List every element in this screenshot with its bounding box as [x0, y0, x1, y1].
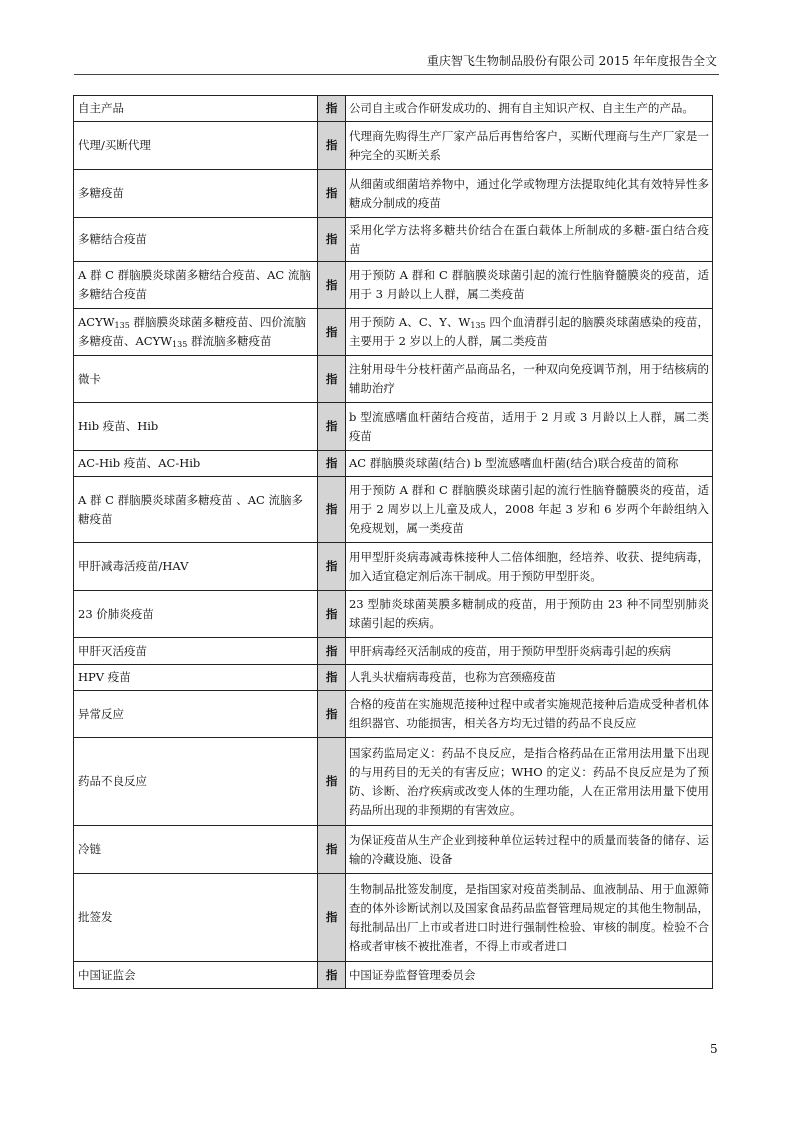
definitions-table — [73, 95, 713, 989]
table-row — [74, 591, 713, 638]
term-subscript: 135 — [172, 340, 188, 349]
table-row — [74, 874, 713, 962]
term-cell: 23 价肺炎疫苗 — [74, 591, 318, 638]
table-row — [74, 543, 713, 591]
table-row — [74, 826, 713, 874]
term-cell: AC-Hib 疫苗、AC-Hib — [74, 451, 318, 477]
zhi-cell: 指 — [318, 738, 346, 826]
table-row — [74, 665, 713, 691]
term-cell: 异常反应 — [74, 691, 318, 738]
table-row — [74, 962, 713, 989]
zhi-cell: 指 — [318, 874, 346, 962]
term-text: 群脑膜炎球菌多糖疫苗、四价流脑多糖疫苗、ACYW — [78, 315, 306, 348]
zhi-cell: 指 — [318, 962, 346, 989]
table-row — [74, 638, 713, 665]
zhi-cell: 指 — [318, 543, 346, 591]
definition-cell: 生物制品批签发制度，是指国家对疫苗类制品、血液制品、用于血源筛查的体外诊断试剂以及国家食品药品监督管理局规定的其他生物制品，每批制品出厂上市或者进口时进行强制性检验、审核的制度。检验不合格或者审核不被批准者，不得上市或者进口 — [345, 874, 712, 962]
zhi-cell: 指 — [318, 403, 346, 451]
term-cell: 甲肝减毒活疫苗/HAV — [74, 543, 318, 591]
definition-cell: 中国证券监督管理委员会 — [345, 962, 712, 989]
definition-cell: 用于预防 A 群和 C 群脑膜炎球菌引起的流行性脑脊髓膜炎的疫苗，适用于 2 周岁以上儿童及成人，2008 年起 3 岁和 6 岁两个年龄组纳入免疫规划，属一类疫苗 — [345, 477, 712, 543]
zhi-cell: 指 — [318, 122, 346, 170]
definition-subscript: 135 — [470, 321, 486, 330]
term-cell: 多糖结合疫苗 — [74, 218, 318, 262]
zhi-cell: 指 — [318, 591, 346, 638]
definition-text: 用于预防 A、C、Y、W — [348, 315, 471, 329]
definition-cell: 用甲型肝炎病毒减毒株接种人二倍体细胞，经培养、收获、提纯病毒，加入适宜稳定剂后冻干制成。用于预防甲型肝炎。 — [345, 543, 712, 591]
zhi-cell: 指 — [318, 451, 346, 477]
table-row — [74, 477, 713, 543]
definition-cell: 采用化学方法将多糖共价结合在蛋白载体上所制成的多糖-蛋白结合疫苗 — [345, 218, 712, 262]
zhi-cell: 指 — [318, 262, 346, 309]
term-cell: 药品不良反应 — [74, 738, 318, 826]
zhi-cell: 指 — [318, 218, 346, 262]
header-divider — [74, 74, 719, 75]
term-subscript: 135 — [114, 321, 130, 330]
term-cell: 微卡 — [74, 356, 318, 403]
zhi-cell: 指 — [318, 309, 346, 356]
table-row — [74, 691, 713, 738]
term-cell: 批签发 — [74, 874, 318, 962]
term-cell: 甲肝灭活疫苗 — [74, 638, 318, 665]
zhi-cell: 指 — [318, 826, 346, 874]
definition-cell: b 型流感嗜血杆菌结合疫苗，适用于 2 月或 3 月龄以上人群，属二类疫苗 — [345, 403, 712, 451]
table-row — [74, 170, 713, 218]
definition-cell: 从细菌或细菌培养物中，通过化学或物理方法提取纯化其有效特异性多糖成分制成的疫苗 — [345, 170, 712, 218]
definition-cell: 为保证疫苗从生产企业到接种单位运转过程中的质量而装备的储存、运输的冷藏设施、设备 — [345, 826, 712, 874]
table-row — [74, 451, 713, 477]
term-cell: HPV 疫苗 — [74, 665, 318, 691]
term-cell: A 群 C 群脑膜炎球菌多糖疫苗 、AC 流脑多糖疫苗 — [74, 477, 318, 543]
table-row — [74, 218, 713, 262]
table-row — [74, 96, 713, 122]
zhi-cell: 指 — [318, 638, 346, 665]
table-row — [74, 356, 713, 403]
definition-text: 四个血清群引起的脑膜炎球菌感染的疫苗，主要用于 2 岁以上的人群，属二类疫苗 — [348, 315, 709, 348]
definition-cell: 用于预防 A 群和 C 群脑膜炎球菌引起的流行性脑脊髓膜炎的疫苗，适用于 3 月龄以上人群，属二类疫苗 — [345, 262, 712, 309]
term-cell: 冷链 — [74, 826, 318, 874]
zhi-cell: 指 — [318, 356, 346, 403]
term-cell: 中国证监会 — [74, 962, 318, 989]
zhi-cell: 指 — [318, 477, 346, 543]
zhi-cell: 指 — [318, 170, 346, 218]
term-cell: 自主产品 — [74, 96, 318, 122]
definition-cell: 注射用母牛分枝杆菌产品商品名，一种双向免疫调节剂，用于结核病的辅助治疗 — [345, 356, 712, 403]
definition-cell — [345, 309, 712, 356]
page-number: 5 — [710, 1042, 718, 1056]
table-row — [74, 403, 713, 451]
definition-cell: 代理商先购得生产厂家产品后再售给客户，买断代理商与生产厂家是一种完全的买断关系 — [345, 122, 712, 170]
definition-cell: 公司自主或合作研发成功的、拥有自主知识产权、自主生产的产品。 — [345, 96, 712, 122]
definition-cell: 甲肝病毒经灭活制成的疫苗，用于预防甲型肝炎病毒引起的疾病 — [345, 638, 712, 665]
definition-cell: 国家药监局定义：药品不良反应，是指合格药品在正常用法用量下出现的与用药目的无关的有害反应；WHO 的定义：药品不良反应是为了预防、诊断、治疗疾病或改变人体的生理功能，人在正常用法用量下使用药品所出现的非预期的有害效应。 — [345, 738, 712, 826]
term-cell: A 群 C 群脑膜炎球菌多糖结合疫苗、AC 流脑多糖结合疫苗 — [74, 262, 318, 309]
term-cell: 多糖疫苗 — [74, 170, 318, 218]
zhi-cell: 指 — [318, 691, 346, 738]
term-cell: Hib 疫苗、Hib — [74, 403, 318, 451]
term-cell: 代理/买断代理 — [74, 122, 318, 170]
definition-cell: 合格的疫苗在实施规范接种过程中或者实施规范接种后造成受种者机体组织器官、功能损害，相关各方均无过错的药品不良反应 — [345, 691, 712, 738]
definition-cell: 人乳头状瘤病毒疫苗，也称为宫颈癌疫苗 — [345, 665, 712, 691]
table-row — [74, 122, 713, 170]
zhi-cell: 指 — [318, 96, 346, 122]
table-row — [74, 262, 713, 309]
table-row — [74, 738, 713, 826]
term-cell — [74, 309, 318, 356]
report-header-title: 重庆智飞生物制品股份有限公司 2015 年年度报告全文 — [426, 54, 717, 68]
definition-cell: AC 群脑膜炎球菌(结合) b 型流感嗜血杆菌(结合)联合疫苗的简称 — [345, 451, 712, 477]
definition-cell: 23 型肺炎球菌荚膜多糖制成的疫苗，用于预防由 23 种不同型别肺炎球菌引起的疾病。 — [345, 591, 712, 638]
term-text: 群流脑多糖疫苗 — [187, 334, 272, 348]
table-row — [74, 309, 713, 356]
term-text: ACYW — [78, 315, 115, 329]
zhi-cell: 指 — [318, 665, 346, 691]
